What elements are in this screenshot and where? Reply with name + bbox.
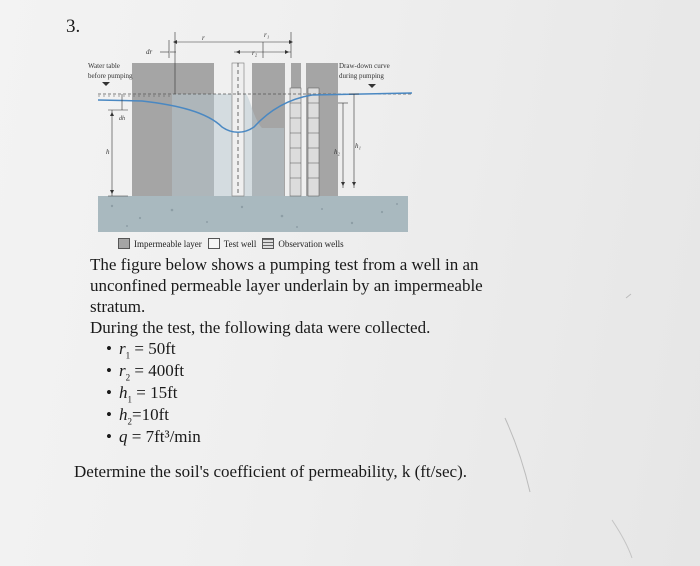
figure-legend (118, 238, 350, 249)
water-table-label: Water table (88, 62, 120, 70)
observation-well (308, 88, 319, 196)
bullet-icon: • (106, 427, 112, 446)
data-item-r2: • $r_2 = 400ft$ (106, 361, 185, 383)
intro-line-2: unconfined permeable layer underlain by an impermeable (90, 276, 483, 295)
h2-label: h₂ (334, 148, 340, 156)
observation-swatch-icon (262, 238, 274, 249)
water-table-label: before pumping (88, 72, 133, 80)
bullet-icon: • (106, 339, 112, 358)
legend-observation: Observation wells (262, 238, 343, 249)
legend-test-well: Test well (208, 238, 257, 249)
impermeable-layer (98, 196, 408, 232)
observation-well (290, 88, 301, 196)
test-well-swatch-icon (208, 238, 220, 249)
dh-label: dh (119, 116, 125, 122)
question-text: Determine the soil's coefficient of permeability, k (ft/sec). (74, 462, 467, 481)
question-number: 3. (66, 16, 81, 37)
drawdown-label: during pumping (339, 72, 384, 80)
data-item-h1: • $h_1 = 15ft$ (106, 383, 178, 405)
bullet-icon: • (106, 383, 112, 402)
data-item-q: • q = 7ft³/min (106, 427, 201, 446)
data-list (106, 338, 201, 448)
data-item-h2: • $h_2=10ft$ (106, 405, 169, 427)
h-label: h (106, 148, 110, 156)
r2-label: r₂ (252, 49, 258, 57)
dr-label: dr (146, 48, 153, 56)
drawdown-label: Draw-down curve (339, 62, 390, 70)
r1-label: r₁ (264, 31, 270, 39)
intro-line-3: stratum. (90, 297, 146, 316)
pumping-test-figure (82, 28, 412, 233)
data-heading: During the test, the following data were collected. (90, 318, 431, 337)
data-item-r1: • $r_1 = 50ft$ (106, 339, 176, 361)
r-label: r (202, 34, 205, 42)
legend-impermeable: Impermeable layer (118, 238, 202, 249)
bullet-icon: • (106, 361, 112, 380)
impermeable-swatch-icon (118, 238, 130, 249)
h1-label: h₁ (355, 142, 361, 150)
bullet-icon: • (106, 405, 112, 424)
intro-line-1: The figure below shows a pumping test from a well in an (90, 255, 479, 274)
